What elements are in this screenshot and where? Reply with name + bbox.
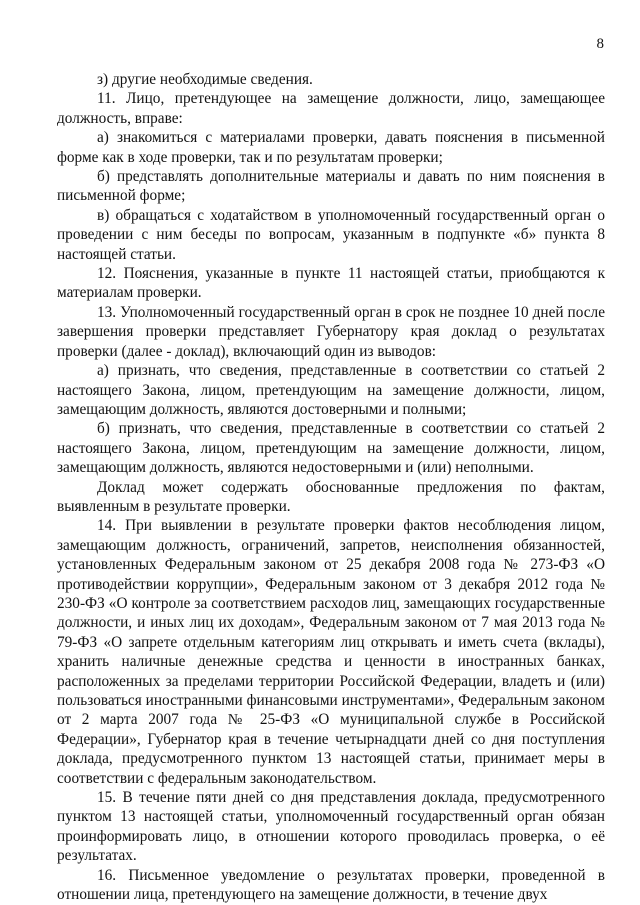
paragraph-12: 12. Пояснения, указанные в пункте 11 настоящей статьи, приобщаются к материалам проверки. <box>57 265 605 302</box>
paragraph-11: 11. Лицо, претендующее на замещение должности, лицо, замещающее должность, вправе: <box>57 90 605 127</box>
paragraph-11-b: б) представлять дополнительные материалы и давать по ним пояснения в письменной форме; <box>57 168 605 205</box>
paragraph-14: 14. При выявлении в результате проверки фактов несоблюдения лицом, замещающим должность, ограничений, запретов, неисполнения обязанностей, установленных Федеральным законом от 25 декабря 2008 года № 273-ФЗ «О противодействии коррупции», Федеральным законом от 3 декабря 2012 года № 230-ФЗ «О контроле за соответствием расходов лиц, замещающих государственные должности, и иных лиц их доходам», Федеральным законом от 7 мая 2013 года № 79-ФЗ «О запрете отдельным категориям лиц открывать и иметь счета (вклады), хранить наличные денежные средства и ценности в иностранных банках, расположенных за пределами территории Российской Федерации, владеть и (или) пользоваться иностранными финансовыми инструментами», Федеральным законом от 2 марта 2007 года № 25-ФЗ «О муниципальной службе в Российской Федерации», Губернатор края в течение четырнадцати дней со дня поступления доклада, предусмотренного пунктом 13 настоящей статьи, принимает меры в соответствии с федеральным законодательством. <box>57 517 605 787</box>
paragraph-11-v: в) обращаться с ходатайством в уполномоченный государственный орган о проведении с ним беседы по вопросам, указанным в подпункте «б» пункта 8 настоящей статьи. <box>57 206 605 263</box>
paragraph-13-a: а) признать, что сведения, представленные в соответствии со статьей 2 настоящего Закона, лицом, претендующим на замещение должности, лицом, замещающим должность, являются достоверными и полными; <box>57 362 605 418</box>
document-body <box>57 70 605 904</box>
paragraph-13-b: б) признать, что сведения, представленные в соответствии со статьей 2 настоящего Закона, лицом, претендующим на замещение должности, лицом, замещающим должность, являются недостоверными и (или) неполными. <box>57 420 605 477</box>
paragraph-item-z: з) другие необходимые сведения. <box>97 71 313 88</box>
page-number: 8 <box>596 36 604 52</box>
paragraph-15: 15. В течение пяти дней со дня представления доклада, предусмотренного пунктом 13 настоящей статьи, уполномоченный государственный орган обязан проинформировать лицо, в отношении которого проводилась проверка, о её результатах. <box>57 789 605 865</box>
paragraph-13-report: Доклад может содержать обоснованные предложения по фактам, выявленным в результате проверки. <box>57 478 605 515</box>
paragraph-16: 16. Письменное уведомление о результатах проверки, проведенной в отношении лица, претендующего на замещение должности, в течение двух <box>57 866 605 904</box>
paragraph-13: 13. Уполномоченный государственный орган в срок не позднее 10 дней после завершения проверки представляет Губернатору края доклад о результатах проверки (далее - доклад), включающий один из выводов: <box>57 303 605 360</box>
paragraph-11-a: а) знакомиться с материалами проверки, давать пояснения в письменной форме как в ходе проверки, так и по результатам проверки; <box>57 129 605 166</box>
